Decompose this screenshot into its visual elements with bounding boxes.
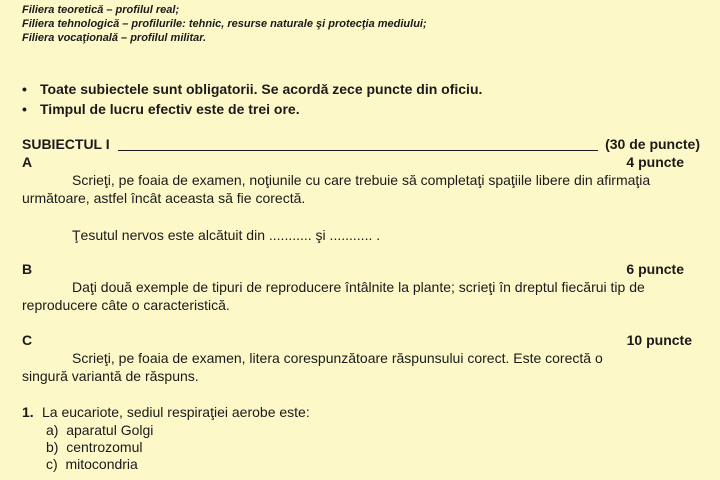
option-a — [46, 422, 153, 438]
header-line-2: Filiera tehnologică – profilurile: tehnic, resurse naturale şi protecţia mediului; — [22, 18, 427, 30]
option-label: c) — [46, 456, 58, 472]
instruction-2-text: Timpul de lucru efectiv este de trei ore. — [40, 101, 300, 117]
part-c-line-1: Scrieţi, pe foaia de examen, litera corespunzătoare răspunsului corect. Este corectă o — [72, 350, 603, 366]
instruction-2 — [22, 101, 300, 117]
part-b-points: 6 puncte — [626, 261, 684, 277]
section-points: (30 de puncte) — [605, 136, 700, 152]
instruction-1-text: Toate subiectele sunt obligatorii. Se acordă zece puncte din oficiu. — [40, 81, 483, 97]
section-title: SUBIECTUL I — [22, 136, 110, 152]
part-c-points: 10 puncte — [626, 332, 692, 348]
section-underline — [118, 150, 598, 151]
part-b-letter: B — [22, 261, 33, 277]
bullet-icon: • — [22, 101, 27, 117]
option-b — [46, 439, 143, 455]
question-1-text: La eucariote, sediul respiraţiei aerobe este: — [42, 404, 310, 420]
header-line-1: Filiera teoretică – profilul real; — [22, 4, 180, 16]
header-line-3: Filiera vocaţională – profilul militar. — [22, 32, 206, 44]
part-b-line-2: reproducere câte o caracteristică. — [22, 297, 230, 313]
part-c-letter: C — [22, 332, 33, 348]
part-a-line-1: Scrieţi, pe foaia de examen, noţiunile cu care trebuie să completaţi spaţiile libere din afirmaţia — [72, 172, 651, 188]
option-label: a) — [46, 422, 59, 438]
part-a-points: 4 puncte — [626, 154, 684, 170]
option-text: aparatul Golgi — [66, 422, 154, 438]
part-c-line-2: singură variantă de răspuns. — [22, 368, 199, 384]
part-b-line-1: Daţi două exemple de tipuri de reproducere întâlnite la plante; scrieţi în dreptul fiecărui tip de — [72, 279, 645, 295]
option-label: b) — [46, 439, 59, 455]
part-a-statement: Ţesutul nervos este alcătuit din ........... şi ........... . — [72, 227, 381, 243]
option-c — [46, 456, 138, 472]
option-text: mitocondria — [65, 456, 138, 472]
bullet-icon: • — [22, 81, 27, 97]
option-text: centrozomul — [66, 439, 143, 455]
instruction-1 — [22, 81, 482, 97]
question-1-number: 1. — [22, 404, 34, 420]
part-a-letter: A — [22, 154, 33, 170]
part-a-line-2: următoare, astfel încât aceasta să fie corectă. — [22, 190, 306, 206]
